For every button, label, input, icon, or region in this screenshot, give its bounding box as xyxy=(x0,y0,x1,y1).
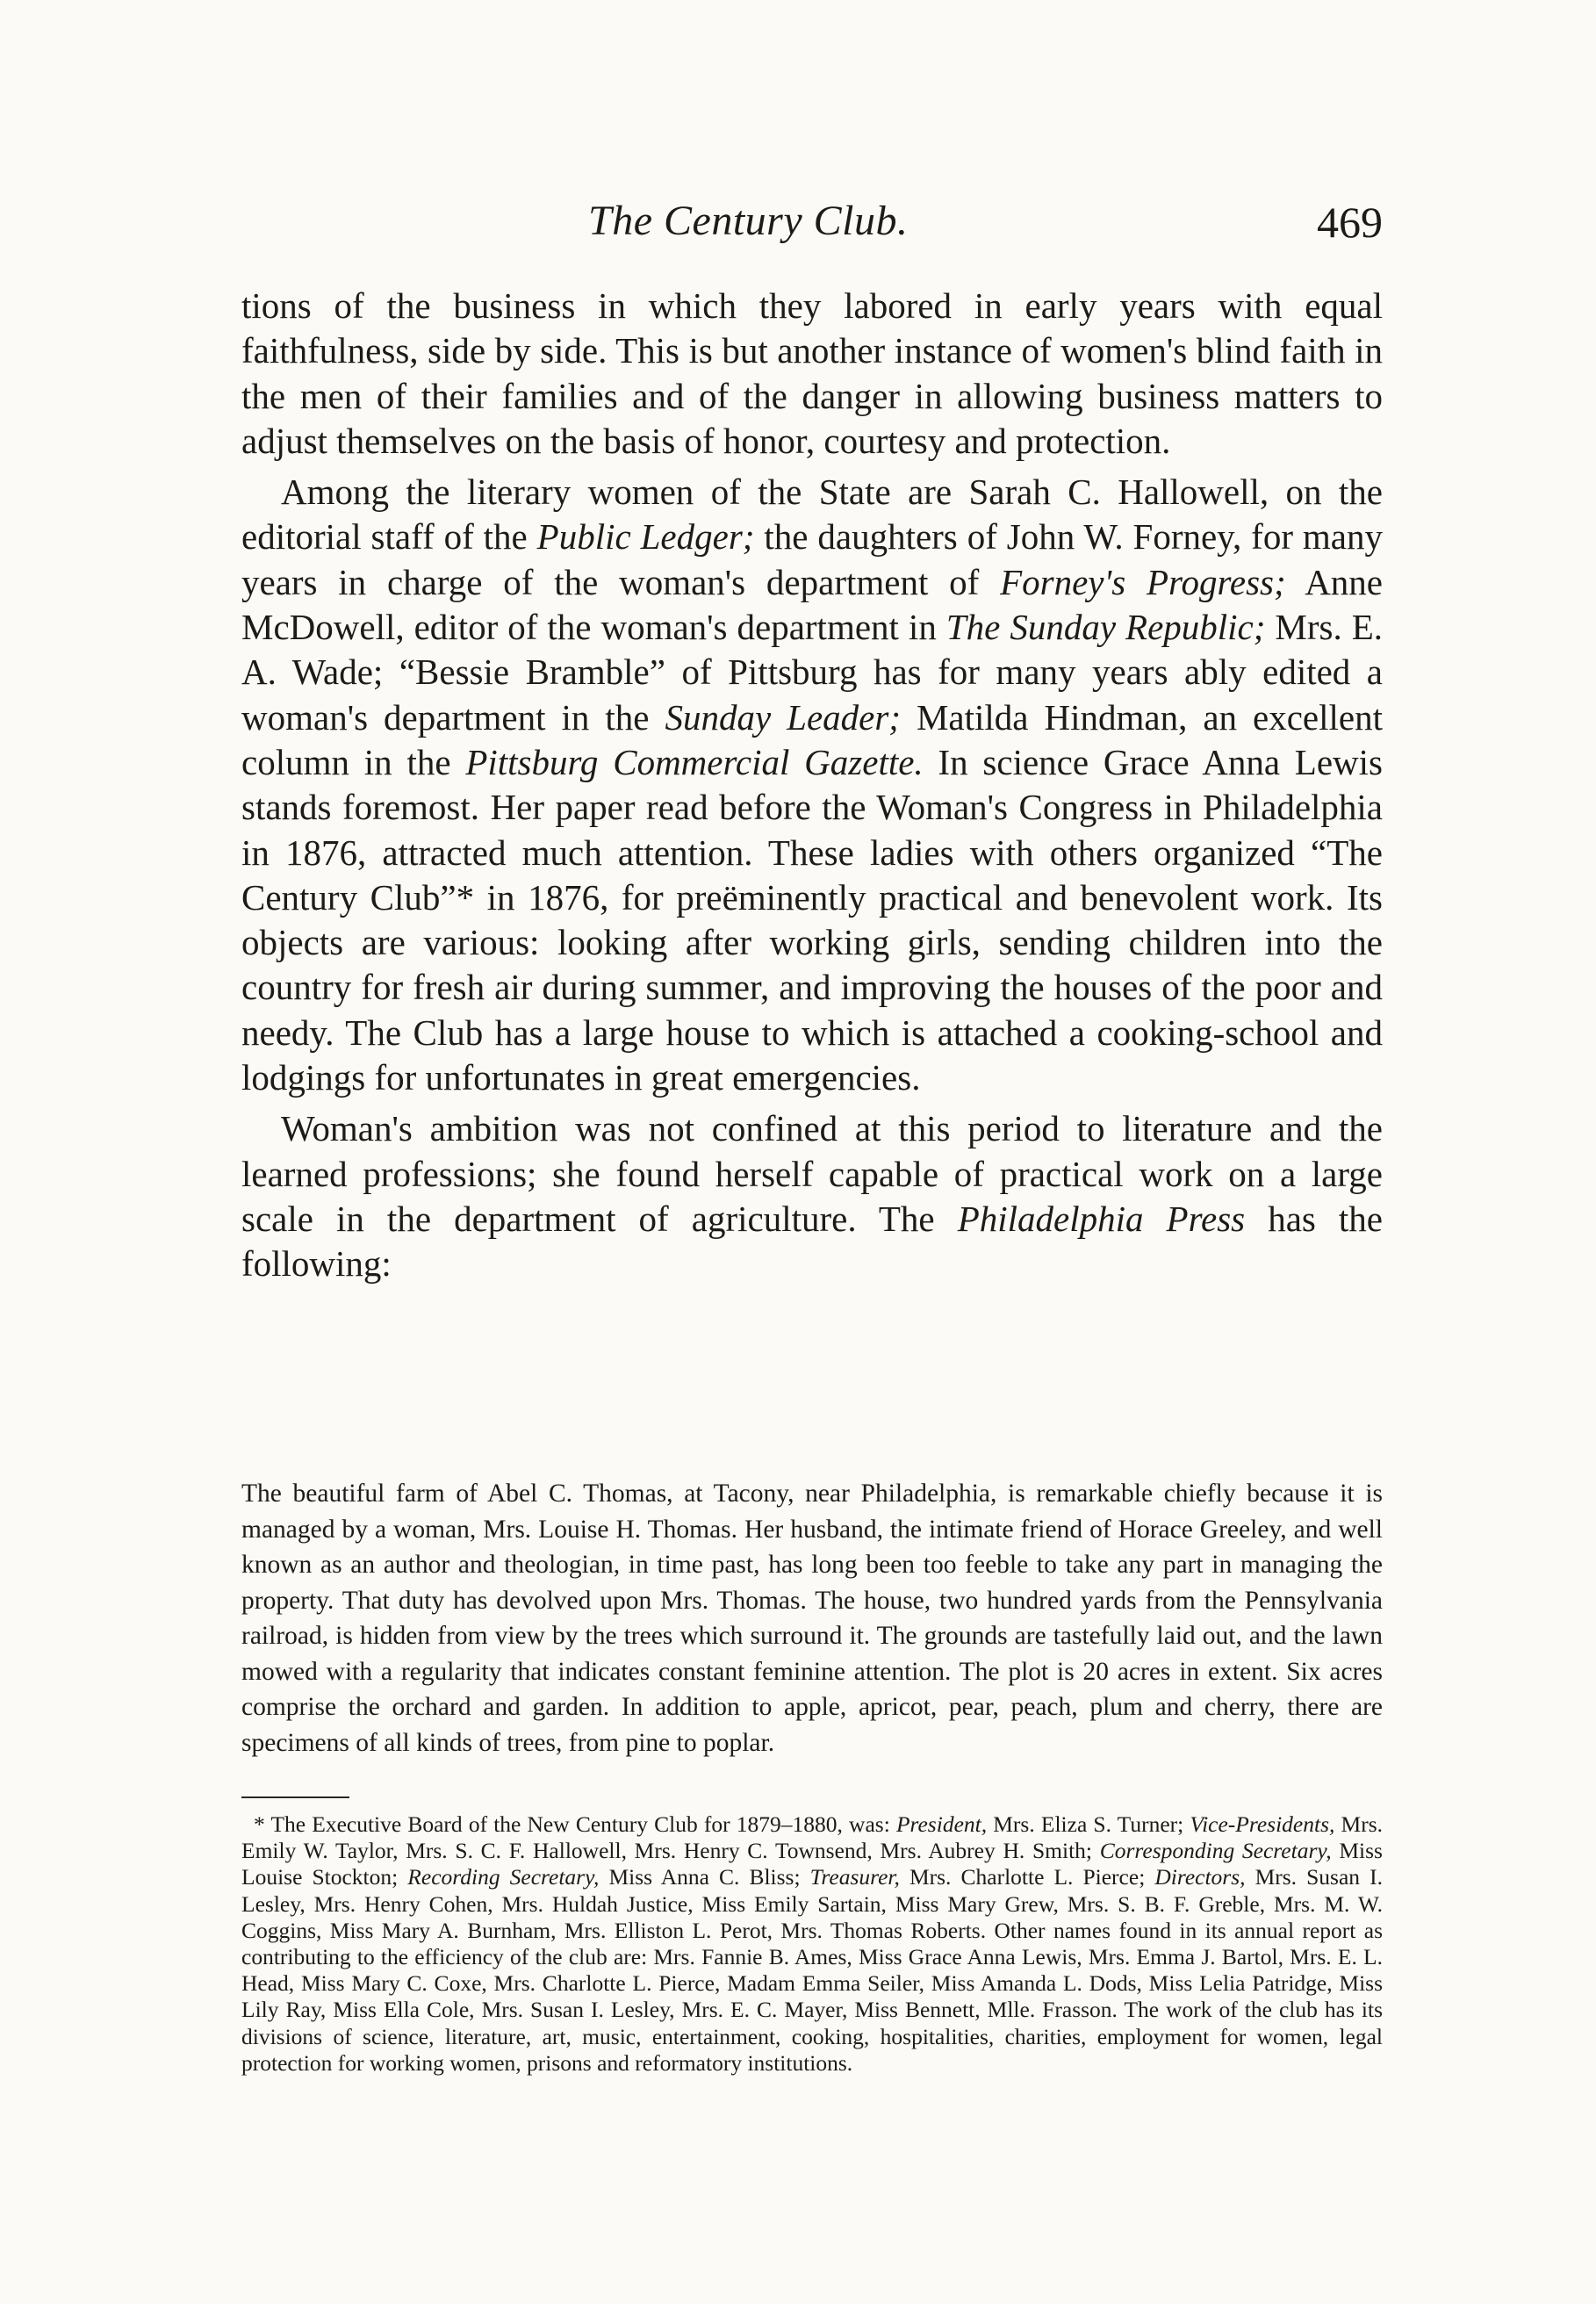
p3-italic-philadelphia-press: Philadelphia Press xyxy=(957,1198,1246,1239)
paragraph-2 xyxy=(241,470,1383,1100)
running-title: The Century Club. xyxy=(588,198,909,244)
fn-italic-recording-secretary: Recording Secretary, xyxy=(407,1864,600,1890)
fn-text-7: Mrs. Susan I. Lesley, Mrs. Henry Cohen, Mrs. Huldah Justice, Miss Emily Sartain, Miss Mary Grew, Mrs. S. B. F. Greble, Mrs. M. W. Coggins, Miss Mary A. Burnham, Mrs. Elliston L. Perot, Mrs. Thomas Roberts. Other names found in its annual report as contributing to the efficiency of the club are: Mrs. Fannie B. Ames, Miss Grace Anna Lewis, Mrs. Emma J. Bartol, Mrs. E. L. Head, Miss Mary C. Coxe, Mrs. Charlotte L. Pierce, Madam Emma Seiler, Miss Amanda L. Dods, Miss Lelia Patridge, Miss Lily Ray, Miss Ella Cole, Mrs. Susan I. Lesley, Mrs. E. C. Mayer, Miss Bennett, Mlle. Frasson. The work of the club has its divisions of science, literature, art, music, entertainment, cooking, hospitalities, charities, employment for women, legal protection for working women, prisons and reformatory institutions. xyxy=(241,1864,1383,2076)
footnote-divider xyxy=(241,1796,349,1798)
p2-text-2: the daughters of John W. Forney, for many years in charge of the woman's department of xyxy=(241,516,1383,602)
fn-italic-treasurer: Treasurer, xyxy=(809,1864,900,1890)
p3-text-2: has the following: xyxy=(241,1198,1383,1285)
p2-text-5: Matilda Hindman, an excellent column in the xyxy=(241,696,1383,782)
p2-text-3: Anne McDowell, editor of the woman's department in xyxy=(241,561,1384,648)
fn-italic-corresponding-secretary: Corresponding Secretary, xyxy=(1099,1838,1332,1864)
p2-italic-public-ledger: Public Ledger; xyxy=(536,516,755,558)
p3-text-1: Woman's ambition was not confined at this period to literature and the learned professions; she found herself capable of practical work on a large scale in the department of agriculture. The xyxy=(241,1108,1383,1239)
page-number: 469 xyxy=(1317,198,1383,247)
p2-italic-sunday-leader: Sunday Leader; xyxy=(665,696,901,738)
fn-text-3: Mrs. Emily W. Taylor, Mrs. S. C. F. Hallowell, Mrs. Henry C. Townsend, Mrs. Aubrey H. Smith; xyxy=(241,1811,1383,1864)
fn-text-1: * The Executive Board of the New Century Club for 1879–1880, was: xyxy=(254,1811,896,1837)
footnote-text xyxy=(241,1811,1383,2077)
fn-text-4: Miss Louise Stockton; xyxy=(241,1838,1383,1890)
fn-text-2: Mrs. Eliza S. Turner; xyxy=(987,1811,1190,1837)
main-text xyxy=(241,284,1383,1287)
footnote xyxy=(241,1811,1383,2077)
quote-text: The beautiful farm of Abel C. Thomas, at Tacony, near Philadelphia, is remarkable chiefly because it is managed by a woman, Mrs. Louise H. Thomas. Her husband, the intimate friend of Horace Greeley, and well known as an author and theologian, in time past, has long been too feeble to take any part in managing the property. That duty has devolved upon Mrs. Thomas. The house, two hundred yards from the Pennsylvania railroad, is hidden from view by the trees which surround it. The grounds are tastefully laid out, and the lawn mowed with a regularity that indicates constant feminine attention. The plot is 20 acres in extent. Six acres comprise the orchard and garden. In addition to apple, apricot, pear, peach, plum and cherry, there are specimens of all kinds of trees, from pine to poplar. xyxy=(241,1480,1383,1757)
paragraph-1: tions of the business in which they labored in early years with equal faithfulness, side by side. This is but another instance of women's blind faith in the men of their families and of the danger in allowing business matters to adjust themselves on the basis of honor, courtesy and protection. xyxy=(241,285,1383,461)
block-quote xyxy=(241,1476,1383,1760)
p2-text-1: Among the literary women of the State are Sarah C. Hallowell, on the editorial staff of the xyxy=(241,472,1383,558)
p2-italic-forneys-progress: Forney's Progress; xyxy=(1000,561,1286,602)
running-head xyxy=(241,197,1383,253)
fn-italic-vice-presidents: Vice-Presidents, xyxy=(1190,1811,1335,1837)
p2-text-6: In science Grace Anna Lewis stands foremost. Her paper read before the Woman's Congress in Philadelphia in 1876, attracted much attention. These ladies with others organized “The Century Club”* in 1876, for preëminently practical and benevolent work. Its objects are various: looking after working girls, sending children into the country for fresh air during summer, and improving the houses of the poor and needy. The Club has a large house to which is attached a cooking-school and lodgings for unfortunates in great emergencies. xyxy=(241,741,1384,1098)
fn-italic-president: President, xyxy=(895,1811,988,1837)
p2-italic-commercial-gazette: Pittsburg Commercial Gazette. xyxy=(465,741,924,782)
paragraph-3 xyxy=(241,1106,1383,1286)
fn-text-6: Mrs. Charlotte L. Pierce; xyxy=(899,1864,1155,1890)
p2-text-4: Mrs. E. A. Wade; “Bessie Bramble” of Pittsburg has for many years ably edited a woman's department in the xyxy=(241,607,1384,738)
fn-italic-directors: Directors, xyxy=(1154,1864,1246,1890)
p2-italic-sunday-republic: The Sunday Republic; xyxy=(945,607,1266,648)
fn-text-5: Miss Anna C. Bliss; xyxy=(599,1864,810,1890)
